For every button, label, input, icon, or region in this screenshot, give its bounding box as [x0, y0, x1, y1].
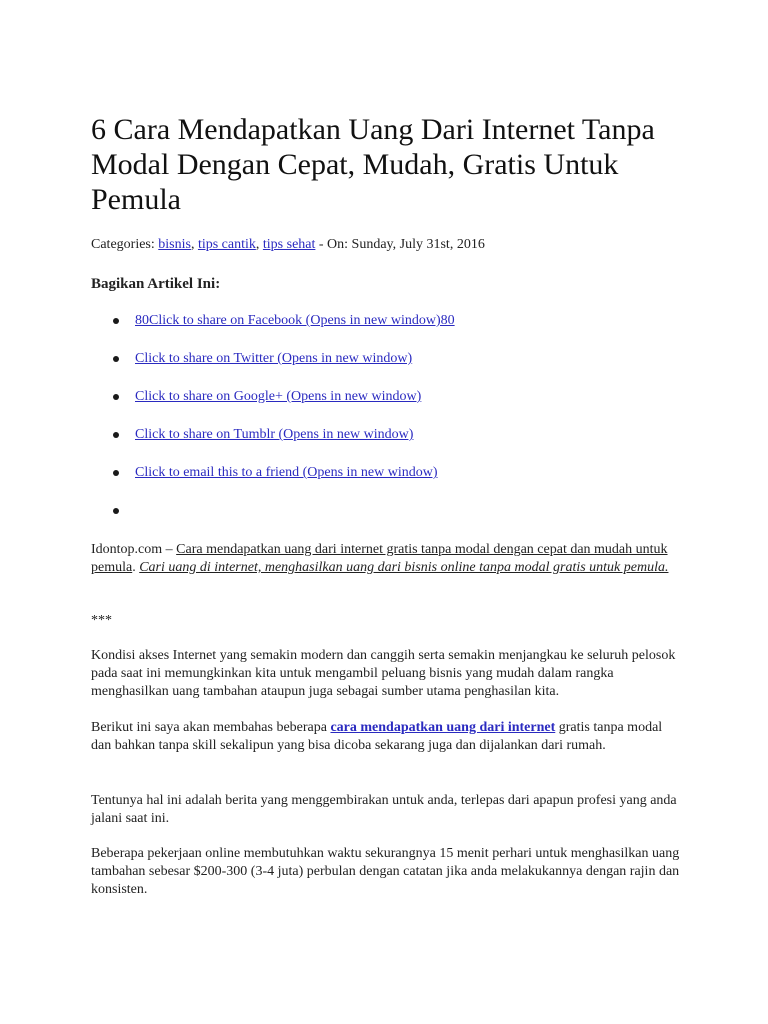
bullet-icon [113, 432, 119, 438]
article-title: 6 Cara Mendapatkan Uang Dari Internet Tanpa Modal Dengan Cepat, Mudah, Gratis Untuk Pemula [91, 113, 655, 216]
share-email-link[interactable]: Click to email this to a friend (Opens in new window) [135, 465, 438, 480]
category-separator: , [255, 237, 263, 252]
share-facebook-link[interactable]: 80Click to share on Facebook (Opens in new window)80 [135, 313, 455, 328]
intro-paragraph [91, 541, 683, 577]
intro-italic: Cari uang di internet, menghasilkan uang dari bisnis online tanpa modal gratis untuk pemula. [139, 560, 669, 575]
bullet-icon [113, 356, 119, 362]
share-heading: Bagikan Artikel Ini: [91, 276, 221, 292]
separator-stars: *** [91, 613, 112, 628]
share-tumblr-link[interactable]: Click to share on Tumblr (Opens in new window) [135, 427, 414, 442]
share-item-empty [91, 502, 651, 540]
p2-text-before: Berikut ini saya akan membahas beberapa [91, 720, 331, 735]
bullet-icon [113, 394, 119, 400]
category-link-tips-cantik[interactable]: tips cantik [197, 237, 256, 252]
bullet-icon [113, 508, 119, 514]
share-twitter-link[interactable]: Click to share on Twitter (Opens in new window) [135, 351, 413, 366]
body-paragraph-3: Tentunya hal ini adalah berita yang menggembirakan untuk anda, terlepas dari apapun profesi yang anda jalani saat ini. [91, 793, 677, 826]
bullet-icon [113, 470, 119, 476]
category-separator: , [190, 237, 198, 252]
body-paragraph-4: Beberapa pekerjaan online membutuhkan waktu sekurangnya 15 menit perhari untuk menghasilkan uang tambahan sebesar $200-300 (3-4 juta) perbulan dengan catatan jika anda melakukannya dengan rajin dan konsisten. [91, 846, 680, 897]
bullet-icon [113, 318, 119, 324]
share-item-email [91, 464, 651, 502]
body-paragraph-1: Kondisi akses Internet yang semakin modern dan canggih serta semakin menjangkau ke seluruh pelosok pada saat ini memungkinkan kita untuk mengambil peluang bisnis yang mudah dalam rangka menghasilkan uang tambahan ataupun juga sebagai sumber utama penghasilan kita. [91, 648, 676, 699]
share-item-twitter [91, 350, 651, 388]
share-google-plus-link[interactable]: Click to share on Google+ (Opens in new window) [135, 389, 422, 404]
intro-dot: . [132, 560, 140, 575]
category-link-tips-sehat[interactable]: tips sehat [262, 237, 316, 252]
category-link-bisnis[interactable]: bisnis [158, 237, 191, 252]
post-date: - On: Sunday, July 31st, 2016 [315, 237, 485, 252]
share-item-tumblr [91, 426, 651, 464]
share-list [91, 312, 651, 540]
body-paragraph-2 [91, 719, 683, 755]
article-meta [91, 236, 711, 254]
site-name: Idontop.com – [91, 542, 177, 557]
intro-lead: Cara mendapatkan uang dari internet gratis tanpa modal dengan cepat dan mudah untuk pemula [91, 542, 668, 575]
inline-article-link[interactable]: cara mendapatkan uang dari internet [330, 720, 556, 735]
categories-label: Categories: [91, 237, 159, 252]
p2-text-after: gratis tanpa modal dan bahkan tanpa skill sekalipun yang bisa dicoba sekarang juga dan dijalankan dari rumah. [91, 720, 663, 753]
share-item-google-plus [91, 388, 651, 426]
share-item-facebook [91, 312, 651, 350]
